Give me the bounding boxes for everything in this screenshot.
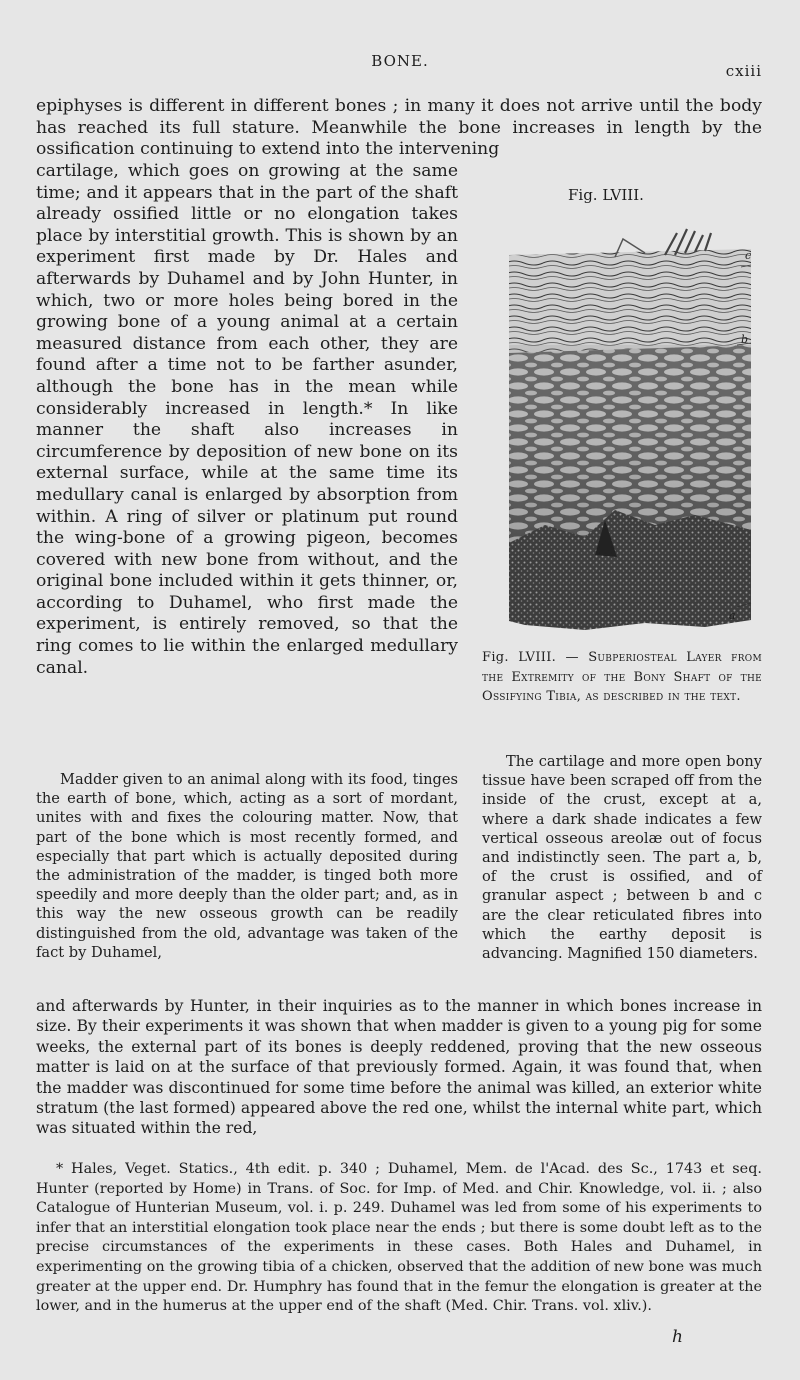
page-number: cxiii [725,62,762,80]
figure-caption [482,648,762,707]
footnote: * Hales, Veget. Statics., 4th edit. p. 340 ; Duhamel, Mem. de l'Acad. des Sc., 1743 et seq. Hunter (reported by Home) in Trans. of Soc. for Imp. of Med. and Chir. Knowledge, vol. ii. ; also Catalogue of Hunterian Museum, vol. i. p. 249. Duhamel was led from some of his experiments to infer that an interstitial elongation took place near the ends ; but there is some doubt left as to the precise circumstances of the experiments in these cases. Both Hales and Duhamel, in experimenting on the growing tibia of a chicken, observed that the addition of new bone was much greater at the upper end. Dr. Humphry has found that in the femur the elongation is greater at the lower, and in the humerus at the upper end of the shaft (Med. Chir. Trans. vol. xliv.). [36,1161,762,1315]
caption-title: Subperiosteal Layer from the Extremity of the Bony Shaft of the Ossifying Tibia, as described in the text. [482,650,762,705]
left-paragraph-2: Madder given to an animal along with its food, tinges the earth of bone, which, acting as a sort of mordant, unites with and fixes the colouring matter. Now, that part of the bone which is most recently formed, and especially that part which is actually deposited during the administration of the madder, is tinged both more speedily and more deeply than the older part; and, as in this way the new osseous growth can be readily distinguished from the old, advantage was taken of the fact by Duhamel, [36,771,458,961]
top-paragraph-block [36,96,762,161]
caption-lead: Fig. LVIII. — [482,650,579,665]
figure-description: The cartilage and more open bony tissue have been scraped off from the inside of the crust, except at a, where a dark shade indicates a few vertical osseous areolæ out of focus and indistinctly seen. The part a, b, of the crust is ossified, and of granular aspect ; between b and c are the clear reticulated fibres into which the earthy deposit is advancing. Magnified 150 diameters. [482,753,762,963]
left-paragraph-1: cartilage, which goes on growing at the same time; and it appears that in the part of the shaft already ossified little or no elongation takes place by interstitial growth. This is shown by an experiment first made by Dr. Hales and afterwards by Duhamel and by John Hunter, in which, two or more holes being bored in the growing bone of a young animal at a certain measured distance from each other, they are found after a time not to be farther asunder, although the bone has in the mean while considerably increased in length.* In like manner the shaft also increases in circumference by deposition of new bone on its external surface, while at the same time its medullary canal is enlarged by absorption from within. A ring of silver or platinum put round the wing-bone of a growing pigeon, becomes covered with new bone from without, and the original bone included within it gets thinner, or, according to Duhamel, who first made the experiment, is entirely removed, so that the ring comes to lie within the enlarged medullary canal. [36,161,458,678]
left-column-2 [36,770,458,962]
figure-label: Fig. LVIII. [568,186,644,204]
signature-mark: h [672,1327,683,1347]
bottom-paragraph: and afterwards by Hunter, in their inquiries as to the manner in which bones increase in size. By their experiments it was shown that when madder is given to a young pig for some weeks, the external part of its bones is deeply reddened, proving that the new osseous matter is laid on at the surface of that previously formed. Again, it was found that, when the madder was discontinued for some time before the animal was killed, an exterior white stratum (the last formed) appeared above the red one, whilst the internal white part, which was situated within the red, [36,997,762,1138]
figure-letter-b: b [741,333,749,346]
left-column [36,161,458,679]
figure-caption-block [482,648,762,707]
bone-layer-engraving [505,225,755,640]
top-paragraph: epiphyses is different in different bones ; in many it does not arrive until the body has reached its full stature. Meanwhile the bone increases in length by the ossification continuing to extend into the intervening [36,96,762,160]
figure-illustration [505,225,755,640]
figure-description-block [482,752,762,963]
figure-letter-a: a [729,609,736,622]
figure-letter-c: c [745,249,752,262]
footnote-block [36,1160,762,1317]
bottom-paragraph-block [36,996,762,1139]
running-title: BONE. [371,52,429,70]
